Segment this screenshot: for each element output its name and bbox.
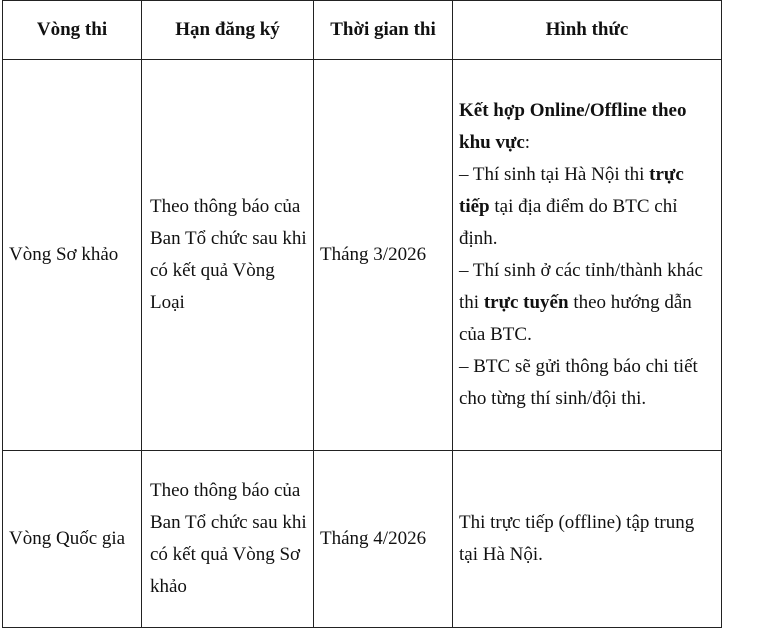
format-item-2: – Thí sinh ở các tỉnh/thành khác thi trực tuyến theo hướng dẫn của BTC. [459,260,703,345]
header-round: Vòng thi [3,1,142,60]
round-cell: Vòng Sơ khảo [3,60,142,451]
competition-schedule-table [2,0,722,628]
format-heading: Kết hợp Online/Offline theo khu vực: [459,100,687,153]
round-cell: Vòng Quốc gia [3,451,142,628]
table-row [3,60,722,451]
format-item-3: – BTC sẽ gửi thông báo chi tiết cho từng thí sinh/đội thi. [459,356,698,409]
table-header-row [3,1,722,60]
time-cell: Tháng 4/2026 [314,451,453,628]
time-cell: Tháng 3/2026 [314,60,453,451]
format-cell: Thi trực tiếp (offline) tập trung tại Hà Nội. [453,451,722,628]
deadline-cell: Theo thông báo của Ban Tổ chức sau khi có kết quả Vòng Sơ khảo [142,451,314,628]
header-format: Hình thức [453,1,722,60]
format-item-1: – Thí sinh tại Hà Nội thi trực tiếp tại địa điểm do BTC chỉ định. [459,164,684,249]
header-time: Thời gian thi [314,1,453,60]
table-row [3,451,722,628]
header-deadline: Hạn đăng ký [142,1,314,60]
deadline-cell: Theo thông báo của Ban Tổ chức sau khi có kết quả Vòng Loại [142,60,314,451]
format-cell [453,60,722,451]
